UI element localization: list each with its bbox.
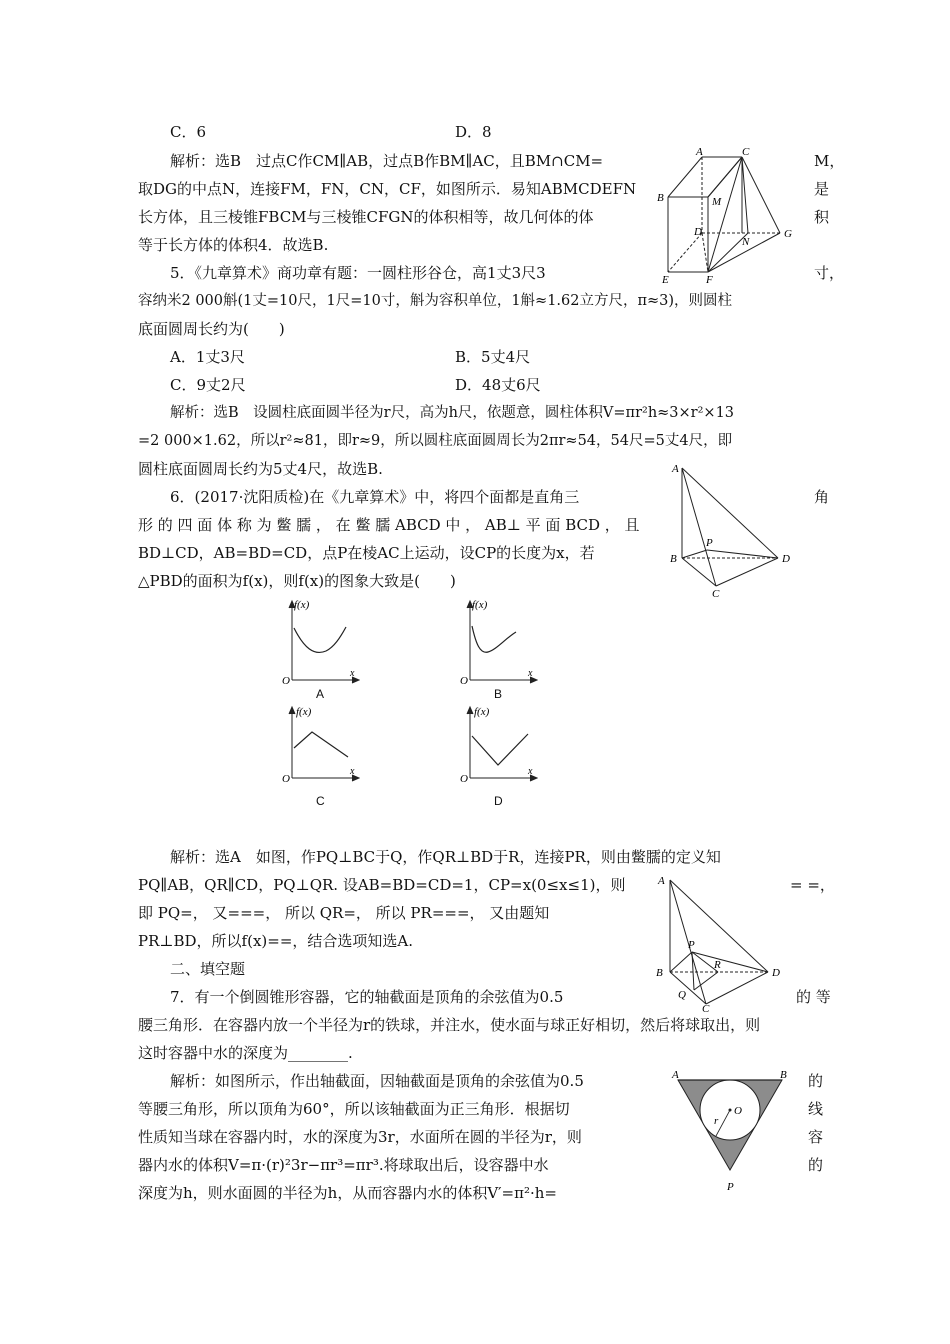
q7-figure	[668, 1066, 798, 1196]
q7-solution-line3: 性质知当球在容器内时，水的深度为3r，水面所在圆的半径为r，则	[138, 1128, 582, 1146]
fig7-label-o: O	[734, 1105, 742, 1117]
fig7-label-b: B	[780, 1069, 787, 1081]
graph-b-xlabel: x	[528, 668, 533, 679]
graph-option-d	[458, 702, 538, 812]
q5-solution-line2: =2 000×1.62，所以r²≈81，即r≈9，所以圆柱底面圆周长为2πr≈54，54尺=5丈4尺，即	[138, 433, 733, 449]
fig6b-label-b: B	[656, 967, 663, 979]
q5-option-a: A．1丈3尺	[170, 348, 245, 366]
q4-solution-line3: 长方体，且三棱锥FBCM与三棱锥CFGN的体积相等，故几何体的体	[138, 208, 594, 226]
q7-stem-line3: 这时容器中水的深度为________.	[138, 1044, 353, 1062]
q4-option-c: C．6	[170, 123, 207, 141]
fig4-label-m: M	[712, 196, 722, 208]
fig4-label-a: A	[696, 146, 703, 158]
graph-a-ylabel: f(x)	[294, 599, 310, 611]
q4-option-d: D．8	[455, 123, 492, 141]
q7-solution-line4-end: 的	[808, 1156, 824, 1174]
fig4-label-d: D	[694, 226, 702, 238]
q6-solution-line3: 即 PQ=， 又===， 所以 QR=， 所以 PR===， 又由题知	[138, 904, 550, 922]
fig6b-label-c: C	[702, 1003, 710, 1012]
q4-solution-line4: 等于长方体的体积4．故选B.	[138, 236, 329, 254]
q5-stem-line1: 5．《九章算术》商功章有题：一圆柱形谷仓，高1丈3尺3	[170, 264, 546, 282]
fig6b-label-d: D	[772, 967, 780, 979]
q7-solution-line5: 深度为h，则水面圆的半径为h，从而容器内水的体积V′=π²·h=	[138, 1184, 557, 1202]
q7-solution-line1: 解析：如图所示，作出轴截面，因轴截面是顶角的余弦值为0.5	[170, 1072, 584, 1090]
fig7-label-a: A	[672, 1069, 679, 1081]
fig4-label-b: B	[657, 192, 664, 204]
q4-solution-line3-end: 积	[814, 208, 830, 226]
graph-a-caption: A	[316, 687, 325, 701]
fig6b-label-p: P	[688, 939, 695, 951]
graph-d-ylabel: f(x)	[474, 706, 490, 718]
q7-solution-line1-end: 的	[808, 1072, 824, 1090]
q5-solution-line1: 解析：选B 设圆柱底面圆半径为r尺，高为h尺，依题意，圆柱体积V=πr²h≈3×r²×13	[170, 405, 735, 421]
q5-option-b: B．5丈4尺	[455, 348, 531, 366]
fig7-label-p: P	[727, 1181, 734, 1193]
section-title: 二、填空题	[170, 960, 246, 978]
graph-b-caption: B	[494, 687, 503, 701]
graph-d-xlabel: x	[528, 766, 533, 777]
q6-solution-figure	[650, 872, 790, 1012]
fig4-label-e: E	[662, 274, 669, 285]
graph-option-b	[458, 596, 538, 706]
q6-figure	[660, 458, 800, 598]
q6-solution-line1: 解析：选A 如图，作PQ⊥BC于Q，作QR⊥BD于R，连接PR，则由鳖臑的定义知	[170, 848, 721, 866]
fig6-label-p: P	[706, 537, 713, 549]
fig6b-label-a: A	[658, 875, 665, 887]
q4-solution-line1: 解析：选B 过点C作CM∥AB，过点B作BM∥AC，且BM∩CM=	[170, 152, 604, 170]
q7-stem-line1: 7．有一个倒圆锥形容器，它的轴截面是顶角的余弦值为0.5	[170, 988, 564, 1006]
graph-d-origin: O	[460, 773, 468, 785]
q5-option-c: C．9丈2尺	[170, 376, 246, 394]
fig6-label-b: B	[670, 553, 677, 565]
graph-a-origin: O	[282, 675, 290, 686]
q6-stem-line4: △PBD的面积为f(x)，则f(x)的图象大致是( )	[138, 572, 456, 590]
q4-solution-line2-end: 是	[814, 180, 830, 198]
graph-c-caption: C	[316, 794, 325, 808]
graph-d-caption: D	[494, 794, 503, 808]
cuboid-diagram	[650, 145, 800, 285]
q6-solution-line4: PR⊥BD，所以f(x)==，结合选项知选A.	[138, 932, 413, 950]
graph-c-xlabel: x	[350, 766, 355, 777]
q5-stem-line1-end: 寸，	[814, 264, 845, 282]
q4-figure	[650, 145, 800, 285]
fig6-label-c: C	[712, 588, 720, 598]
tetrahedron-solution-diagram	[650, 872, 790, 1012]
q5-option-d: D．48丈6尺	[455, 376, 541, 394]
q7-stem-line1-end: 的 等	[796, 988, 831, 1006]
q7-stem-line2: 腰三角形．在容器内放一个半径为r的铁球，并注水，使水面与球正好相切，然后将球取出，则	[138, 1016, 761, 1034]
q6-stem-line1-end: 角	[814, 488, 830, 506]
q5-stem-line2: 容纳米2 000斛(1丈=10尺，1尺=10寸，斛为容积单位，1斛≈1.62立方尺，π≈3)，则圆柱	[138, 293, 733, 309]
q4-solution-line1-end: M，	[814, 152, 845, 170]
fig4-label-g: G	[784, 228, 792, 240]
fig7-label-r: r	[714, 1115, 719, 1127]
cone-section-diagram	[668, 1066, 798, 1196]
q6-stem-line2: 形 的 四 面 体 称 为 鳖 臑 ， 在 鳖 臑 ABCD 中 ， AB⊥ 平 面 BCD ， 且	[138, 516, 640, 534]
tetrahedron-diagram	[660, 458, 800, 598]
fig4-label-f: F	[706, 274, 713, 285]
fig6b-label-r: R	[714, 959, 721, 971]
fig4-label-n: N	[742, 236, 750, 248]
q7-solution-line4: 器内水的体积V=π·(r)²3r−πr³=πr³.将球取出后，设容器中水	[138, 1156, 549, 1174]
graph-a-xlabel: x	[350, 668, 355, 679]
fig6b-label-q: Q	[678, 989, 686, 1001]
q7-solution-line2: 等腰三角形，所以顶角为60°，所以该轴截面为正三角形．根据切	[138, 1100, 570, 1118]
fig6-label-d: D	[782, 553, 790, 565]
q6-solution-line2: PQ∥AB，QR∥CD，PQ⊥QR. 设AB=BD=CD=1，CP=x(0≤x≤1)，则	[138, 876, 626, 894]
q7-solution-line3-end: 容	[808, 1128, 824, 1146]
graph-b-ylabel: f(x)	[472, 599, 488, 611]
graph-b-origin: O	[460, 675, 468, 686]
q5-solution-line3: 圆柱底面圆周长约为5丈4尺，故选B.	[138, 460, 383, 478]
q5-stem-line3: 底面圆周长约为( )	[138, 320, 285, 338]
q4-solution-line2: 取DG的中点N，连接FM，FN，CN，CF，如图所示．易知ABMCDEFN	[138, 180, 637, 198]
q6-solution-line2-end: = =，	[790, 876, 835, 894]
graph-option-a	[280, 596, 360, 706]
fig6-label-a: A	[672, 463, 679, 475]
q6-stem-line1: 6．(2017·沈阳质检)在《九章算术》中，将四个面都是直角三	[170, 488, 580, 506]
graph-c-origin: O	[282, 773, 290, 785]
q7-solution-line2-end: 线	[808, 1100, 824, 1118]
graph-c-ylabel: f(x)	[296, 706, 312, 718]
fig4-label-c: C	[742, 146, 750, 158]
graph-option-c	[280, 702, 360, 812]
q6-stem-line3: BD⊥CD，AB=BD=CD，点P在棱AC上运动，设CP的长度为x，若	[138, 544, 595, 562]
